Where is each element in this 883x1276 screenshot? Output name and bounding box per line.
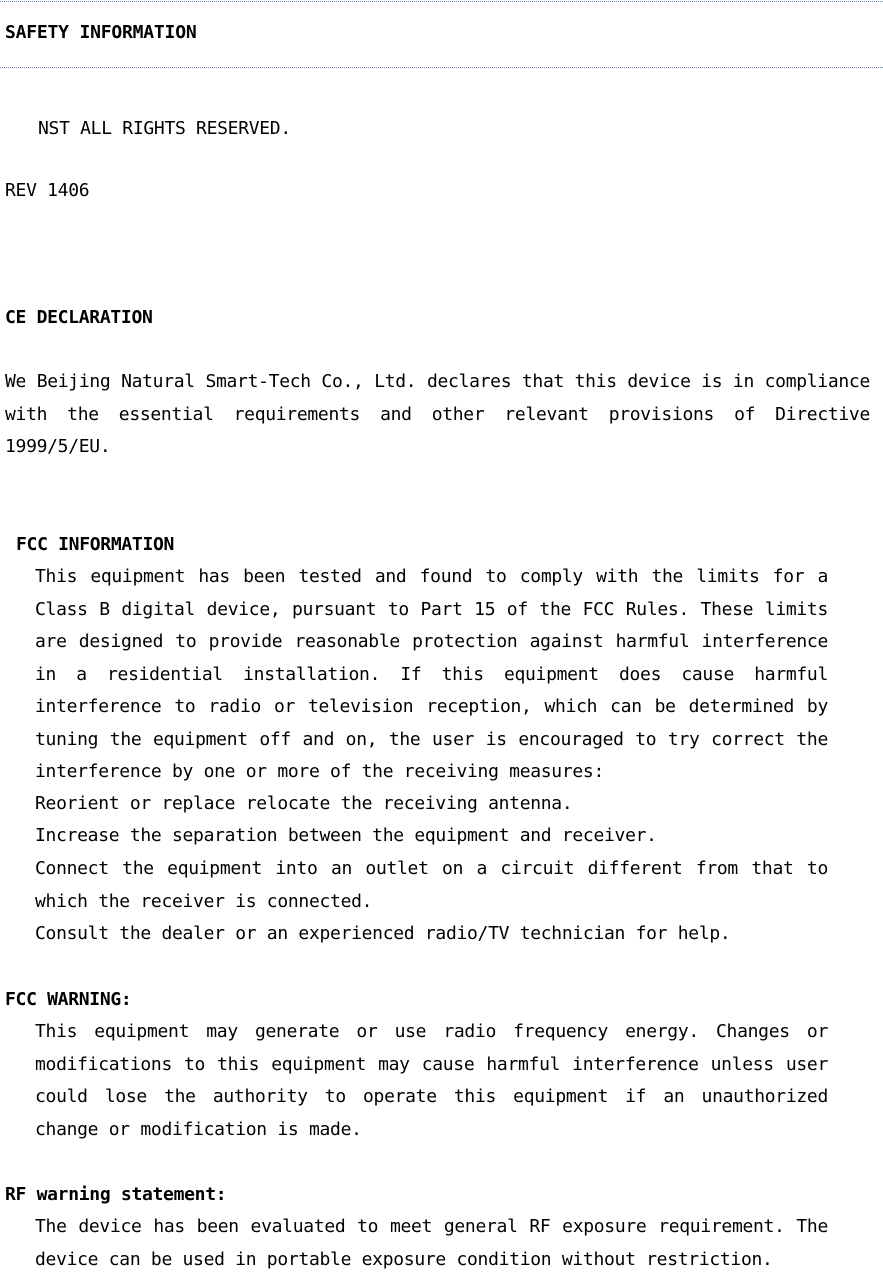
fcc-info-heading: FCC INFORMATION	[16, 534, 175, 555]
header-bottom-rule	[0, 67, 883, 68]
rf-warning-text: The device has been evaluated to meet general RF exposure requirement. The device can be used in portable exposure condition without restriction.	[35, 1216, 828, 1270]
fcc-warning-text: This equipment may generate or use radio frequency energy. Changes or modifications to this equipment may cause harmful interference unless user could lose the authority to operate this equipment if an unauthorized change or modification is made.	[35, 1021, 828, 1140]
revision-label: REV 1406	[5, 180, 90, 201]
list-item: Connect the equipment into an outlet on a circuit different from that to which the receiver is connected.	[35, 858, 828, 912]
copyright-notice: NST ALL RIGHTS RESERVED.	[38, 118, 291, 139]
fcc-warning-heading: FCC WARNING:	[5, 989, 132, 1010]
list-item: Reorient or replace relocate the receiving antenna.	[35, 793, 573, 814]
page-title: SAFETY INFORMATION	[5, 22, 197, 43]
rf-warning-heading: RF warning statement:	[5, 1184, 227, 1205]
fcc-info-text: This equipment has been tested and found to comply with the limits for a Class B digital device, pursuant to Part 15 of the FCC Rules. These limits are designed to provide reasonable protection against harmful interference in a residential installation. If this equipment does cause harmful interference to radio or television reception, which can be determined by tuning the equipment off and on, the user is encouraged to try correct the interference by one or more of the receiving measures:	[35, 566, 828, 782]
ce-text: We Beijing Natural Smart-Tech Co., Ltd. declares that this device is in compliance with the essential requirements and other relevant provisions of Directive 1999/5/EU.	[5, 371, 870, 457]
ce-heading: CE DECLARATION	[5, 307, 153, 328]
list-item: Increase the separation between the equipment and receiver.	[35, 825, 657, 846]
list-item: Consult the dealer or an experienced radio/TV technician for help.	[35, 923, 731, 944]
header-top-rule	[0, 1, 883, 2]
